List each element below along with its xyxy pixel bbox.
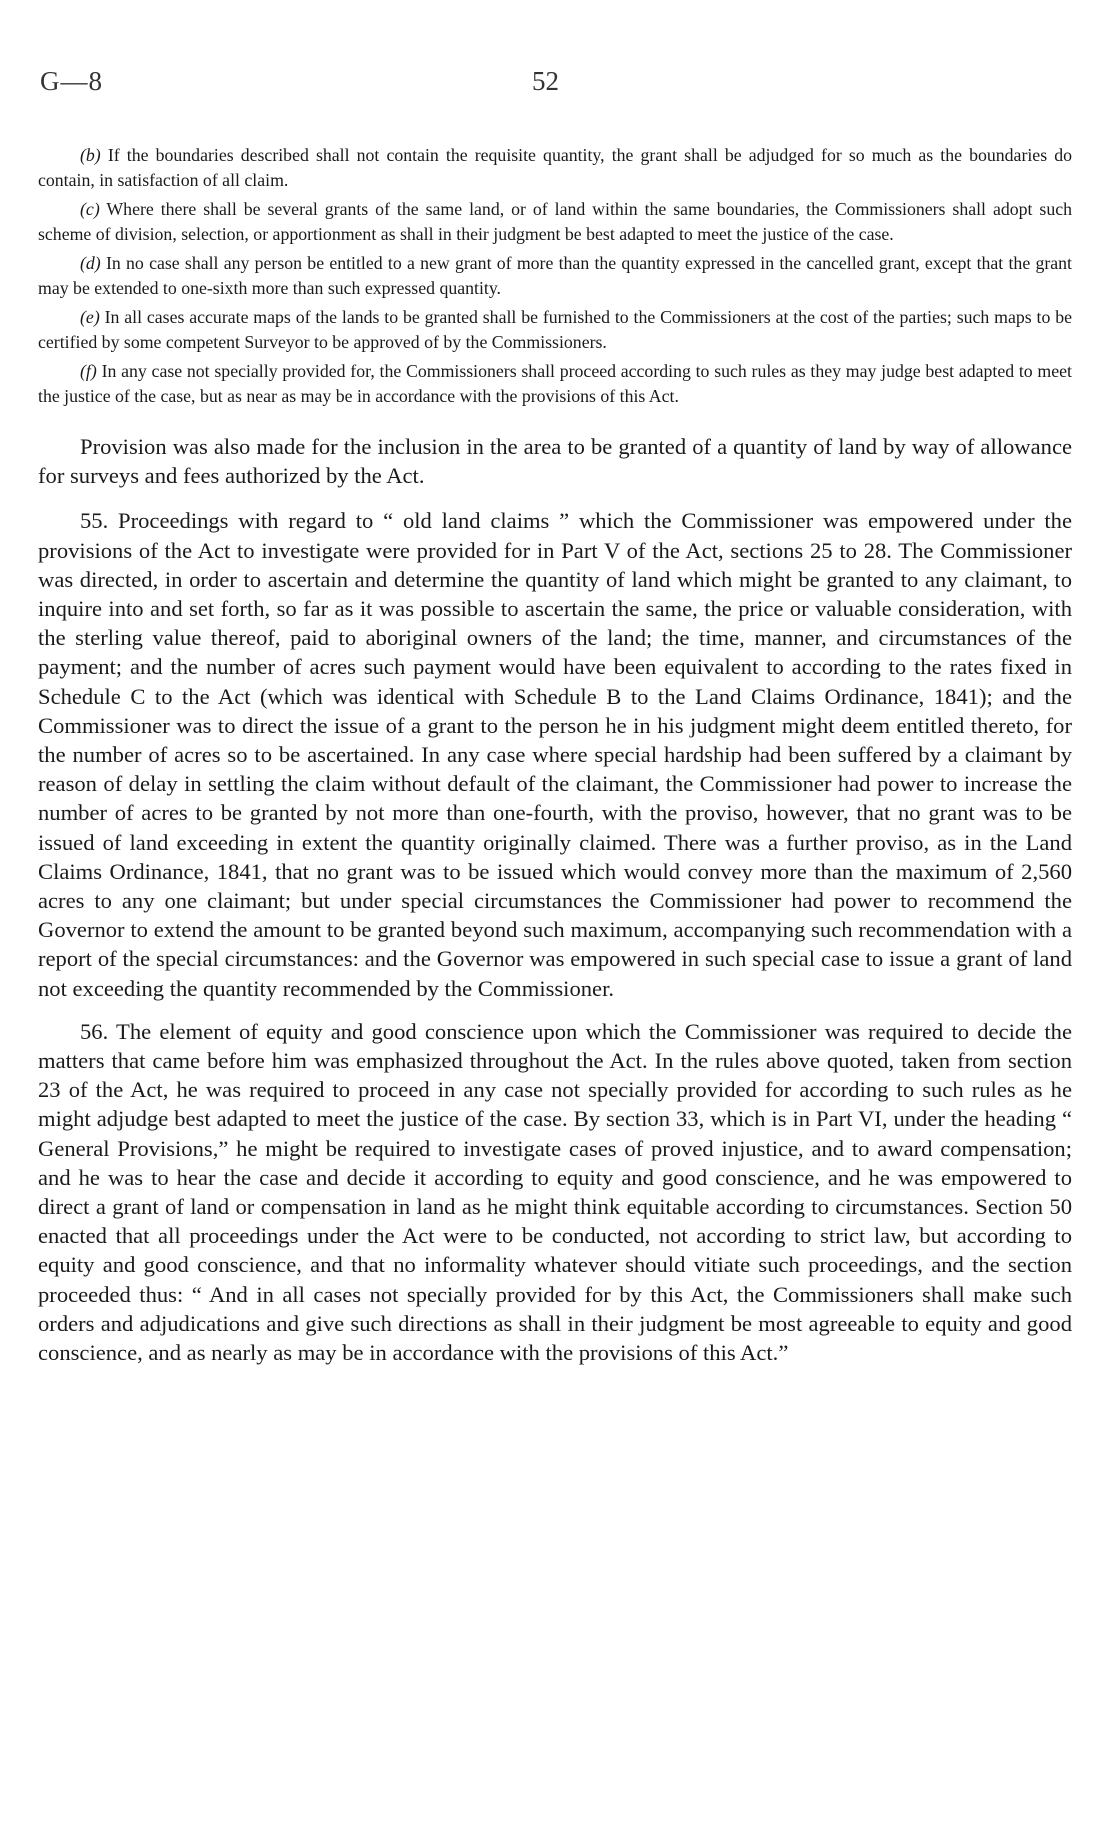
page-header	[38, 66, 1072, 106]
rule-label: (c)	[80, 199, 100, 219]
quoted-rules	[38, 143, 1072, 408]
paragraph-55: 55. Proceedings with regard to “ old land claims ” which the Commissioner was empowered under the provisions of the Act to investigate were provided for in Part V of the Act, sections 25 to 28. The Commissioner was directed, in order to ascertain and determine the quantity of land which might be granted to any claimant, to inquire into and set forth, so far as it was possible to ascertain the same, the price or valuable consideration, with the sterling value thereof, paid to aboriginal owners of the land; the time, manner, and circumstances of the payment; and the number of acres such payment would have been equivalent to according to the rates fixed in Schedule C to the Act (which was identical with Schedule B to the Land Claims Ordinance, 1841); and the Commissioner was to direct the issue of a grant to the person he in his judgment might deem entitled thereto, for the number of acres so to be ascertained. In any case where special hardship had been suffered by a claimant by reason of delay in settling the claim without default of the claimant, the Commissioner had power to increase the number of acres to be granted by not more than one-fourth, with the proviso, however, that no grant was to be issued of land exceeding in extent the quantity originally claimed. There was a further proviso, as in the Land Claims Ordinance, 1841, that no grant was to be issued which would convey more than the maximum of 2,560 acres to any one claimant; but under special circumstances the Commissioner had power to recommend the Governor to extend the amount to be granted beyond such maximum, accompanying such recommendation with a report of the special circumstances: and the Governor was empowered in such special case to issue a grant of land not exceeding the quantity recommended by the Commissioner.	[38, 508, 1072, 1001]
paragraph-provision: Provision was also made for the inclusion in the area to be granted of a quantity of land by way of allowance for surveys and fees authorized by the Act.	[38, 434, 1072, 489]
rule-b	[38, 143, 1072, 192]
rule-c	[38, 197, 1072, 246]
rule-text: If the boundaries described shall not contain the requisite quantity, the grant shall be adjudged for so much as the boundaries do contain, in satisfaction of all claim.	[38, 145, 1073, 190]
rule-e	[38, 305, 1072, 354]
document-reference: G—8	[40, 66, 103, 96]
rule-label: (d)	[80, 253, 101, 273]
rule-d	[38, 251, 1072, 300]
rule-f	[38, 359, 1072, 408]
rule-text: Where there shall be several grants of the same land, or of land within the same boundaries, the Commissioners shall adopt such scheme of division, selection, or apportionment as shall in their judgment be best adapted to meet the justice of the case.	[38, 199, 1072, 244]
paragraph-56: 56. The element of equity and good conscience upon which the Commissioner was required to decide the matters that came before him was emphasized throughout the Act. In the rules above quoted, taken from section 23 of the Act, he was required to proceed in any case not specially provided for according to such rules as he might adjudge best adapted to meet the justice of the case. By section 33, which is in Part VI, under the heading “ General Provisions,” he might be required to investigate cases of proved injustice, and to award compensation; and he was to hear the case and decide it according to equity and good conscience, and he was empowered to direct a grant of land or compensation in land as he might think equitable according to circumstances. Section 50 enacted that all proceedings under the Act were to be conducted, not according to strict law, but according to equity and good conscience, and that no informality whatever should vitiate such proceedings, and the section proceeded thus: “ And in all cases not specially provided for by this Act, the Commissioners shall make such orders and adjudications and give such directions as shall in their judgment be most agreeable to equity and good conscience, and as nearly as may be in accordance with the provisions of this Act.”	[38, 1018, 1072, 1366]
rule-label: (e)	[80, 307, 100, 327]
document-page	[38, 66, 1072, 1367]
page-number: 52	[532, 66, 559, 96]
rule-label: (f)	[80, 361, 97, 381]
rule-label: (b)	[80, 145, 101, 165]
rule-text: In no case shall any person be entitled to a new grant of more than the quantity expressed in the cancelled grant, except that the grant may be extended to one-sixth more than such expressed quantity.	[38, 253, 1072, 298]
rule-text: In all cases accurate maps of the lands to be granted shall be furnished to the Commissioners at the cost of the parties; such maps to be certified by some competent Surveyor to be approved of by the Commissioners.	[38, 307, 1072, 352]
rule-text: In any case not specially provided for, the Commissioners shall proceed according to such rules as they may judge best adapted to meet the justice of the case, but as near as may be in accordance with the provisions of this Act.	[38, 361, 1072, 406]
